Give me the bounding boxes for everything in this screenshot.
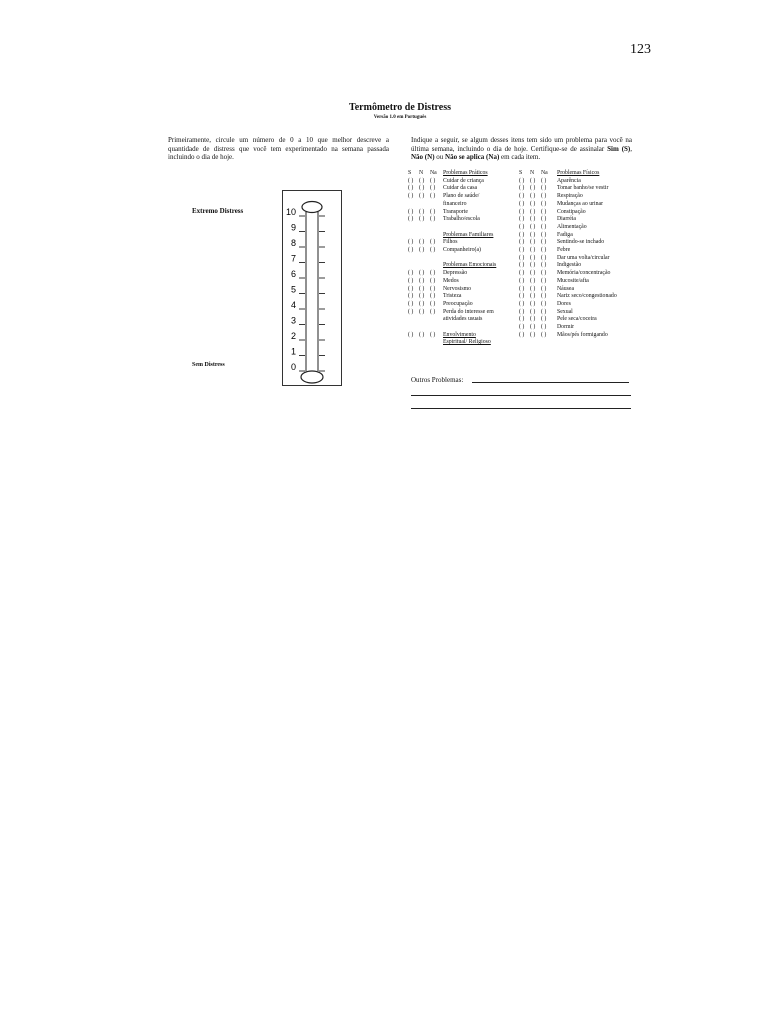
checkbox-na[interactable]: ( ): [541, 177, 547, 184]
right-item-checkboxes: [519, 232, 553, 238]
checkbox-n[interactable]: ( ): [419, 331, 425, 338]
checkbox-n[interactable]: ( ): [419, 285, 425, 292]
checkbox-n[interactable]: ( ): [419, 185, 425, 192]
left-item-checkboxes: [408, 309, 442, 315]
checkbox-s[interactable]: ( ): [408, 239, 414, 246]
problem-item-label: Trabalho/escola: [443, 216, 480, 223]
checkbox-s[interactable]: ( ): [408, 177, 414, 184]
checkbox-na[interactable]: ( ): [430, 270, 436, 277]
column-header-n: N: [419, 170, 424, 176]
checkbox-n[interactable]: ( ): [530, 208, 536, 215]
scale-number-0[interactable]: 0: [291, 362, 297, 372]
checkbox-n[interactable]: ( ): [530, 247, 536, 253]
page-subtitle: Versão 1.0 em Português: [373, 115, 427, 120]
checkbox-s[interactable]: ( ): [519, 200, 525, 207]
checkbox-na[interactable]: ( ): [541, 231, 547, 238]
checkbox-n[interactable]: ( ): [530, 216, 536, 223]
page-title: Termômetro de Distress: [348, 102, 452, 113]
left-item-checkboxes: [408, 209, 442, 215]
problem-item-label: Perda do interesse em: [443, 308, 494, 315]
right-item-checkboxes: [519, 239, 553, 245]
separator: ,: [630, 144, 632, 153]
problem-item-label: Nariz seco/congestionado: [557, 293, 617, 300]
scale-number-6[interactable]: 6: [291, 269, 297, 279]
column-header-na: Na: [430, 170, 437, 176]
thermometer-bottom-bulb: [301, 371, 323, 383]
checkbox-n[interactable]: ( ): [530, 331, 536, 338]
right-item-checkboxes: [519, 270, 553, 276]
problem-item-label: Sentindo-se inchado: [557, 239, 605, 246]
checkbox-na[interactable]: ( ): [430, 185, 436, 192]
problem-item-label: Transporte: [443, 208, 468, 215]
checkbox-n[interactable]: ( ): [530, 185, 536, 192]
right-item-checkboxes: [519, 286, 553, 292]
right-item-checkboxes: [519, 301, 553, 307]
checkbox-s[interactable]: ( ): [408, 300, 414, 307]
left-item-checkboxes: [408, 247, 442, 253]
checkbox-n[interactable]: ( ): [530, 324, 536, 330]
checkbox-na[interactable]: ( ): [430, 239, 436, 246]
left-column-headers: [408, 170, 442, 176]
option-sim: Sim (S): [607, 144, 631, 153]
problem-item-label: Mudanças ao urinar: [557, 200, 604, 207]
checkbox-n[interactable]: ( ): [419, 247, 425, 253]
problem-item-label: financeiro: [443, 200, 467, 207]
checkbox-na[interactable]: ( ): [541, 277, 547, 284]
column-header-n: N: [530, 170, 535, 176]
checkbox-na[interactable]: ( ): [430, 277, 436, 284]
checkbox-n[interactable]: ( ): [530, 193, 536, 200]
checkbox-n[interactable]: ( ): [530, 285, 536, 292]
right-item-checkboxes: [519, 247, 553, 253]
instruction-text: em cada item.: [499, 153, 541, 162]
other-problems-line-1[interactable]: [472, 382, 629, 383]
checkbox-s[interactable]: ( ): [519, 262, 525, 269]
checkbox-s[interactable]: ( ): [519, 285, 525, 292]
checkbox-na[interactable]: ( ): [541, 193, 547, 200]
scale-number-10[interactable]: 10: [286, 207, 297, 217]
checkbox-s[interactable]: ( ): [408, 208, 414, 215]
section-heading: Problemas Familiares: [443, 231, 494, 238]
checkbox-na[interactable]: ( ): [430, 308, 436, 315]
checkbox-n[interactable]: ( ): [530, 231, 536, 238]
left-item-checkboxes: [408, 193, 442, 199]
checkbox-s[interactable]: ( ): [519, 270, 525, 277]
checkbox-na[interactable]: ( ): [541, 262, 547, 269]
checkbox-s[interactable]: ( ): [408, 193, 414, 200]
checkbox-s[interactable]: ( ): [519, 208, 525, 215]
checkbox-n[interactable]: ( ): [530, 270, 536, 277]
checkbox-na[interactable]: ( ): [541, 200, 547, 207]
checkbox-n[interactable]: ( ): [530, 300, 536, 307]
checkbox-s[interactable]: ( ): [519, 223, 525, 230]
checkbox-na[interactable]: ( ): [430, 193, 436, 200]
checkbox-n[interactable]: ( ): [419, 177, 425, 184]
problem-item-label: Medos: [443, 277, 459, 284]
left-item-checkboxes: [408, 301, 442, 307]
checkbox-n[interactable]: ( ): [419, 277, 425, 284]
checkbox-n[interactable]: ( ): [530, 316, 536, 323]
section-heading: Envolvimento: [443, 331, 476, 338]
problem-item-label: Febre: [557, 247, 571, 253]
scale-number-1[interactable]: 1: [291, 346, 297, 357]
checkbox-s[interactable]: ( ): [519, 177, 525, 184]
checkbox-s[interactable]: ( ): [519, 324, 525, 330]
scale-number-7[interactable]: 7: [291, 253, 297, 264]
right-column-headers: [519, 170, 553, 176]
option-nao-se-aplica: Não se aplica (Na): [445, 153, 500, 162]
left-item-checkboxes: [408, 185, 442, 191]
checkbox-na[interactable]: ( ): [541, 239, 547, 246]
problem-item-label: Memória/concentração: [557, 270, 611, 277]
instruction-text: Indique a seguir, se algum desses itens tem sido um problema para você na última semana, incluindo o dia de hoje. Certifique-se de assinalar: [411, 136, 632, 153]
checkbox-s[interactable]: ( ): [408, 247, 414, 253]
scale-number-3[interactable]: 3: [291, 315, 297, 326]
checkbox-na[interactable]: ( ): [430, 300, 436, 307]
checkbox-na[interactable]: ( ): [541, 208, 547, 215]
left-item-checkboxes: [408, 332, 442, 338]
checkbox-s[interactable]: ( ): [408, 216, 414, 223]
checkbox-na[interactable]: ( ): [541, 324, 547, 330]
distress-thermometer: [282, 190, 342, 386]
problem-item-label: Aparência: [557, 177, 581, 184]
problem-item-label: Diarréia: [557, 216, 576, 223]
checkbox-s[interactable]: ( ): [519, 247, 525, 253]
left-item-checkboxes: [408, 293, 442, 299]
right-item-checkboxes: [519, 224, 553, 230]
right-instructions: [411, 136, 632, 162]
checkbox-n[interactable]: ( ): [530, 293, 536, 300]
checkbox-na[interactable]: ( ): [430, 285, 436, 292]
checkbox-n[interactable]: ( ): [530, 223, 536, 230]
scale-number-8[interactable]: 8: [291, 238, 297, 248]
left-item-checkboxes: [408, 239, 442, 245]
right-item-checkboxes: [519, 185, 553, 191]
left-item-checkboxes: [408, 216, 442, 222]
checkbox-na[interactable]: ( ): [541, 316, 547, 323]
checkbox-s[interactable]: ( ): [519, 254, 525, 261]
checkbox-na[interactable]: ( ): [430, 331, 436, 338]
checkbox-s[interactable]: ( ): [519, 239, 525, 246]
checkbox-s[interactable]: ( ): [408, 277, 414, 284]
checkbox-na[interactable]: ( ): [541, 293, 547, 300]
checkbox-s[interactable]: ( ): [519, 231, 525, 238]
checkbox-s[interactable]: ( ): [519, 300, 525, 307]
checkbox-na[interactable]: ( ): [541, 300, 547, 307]
problem-item-label: atividades usuais: [443, 316, 483, 323]
checkbox-s[interactable]: ( ): [519, 293, 525, 300]
right-item-checkboxes: [519, 201, 553, 207]
problem-item-label: Pele seca/coceira: [557, 316, 597, 323]
problem-item-label: Cuidar de criança: [443, 177, 484, 184]
checkbox-na[interactable]: ( ): [430, 247, 436, 253]
checkbox-n[interactable]: ( ): [530, 177, 536, 184]
checkbox-n[interactable]: ( ): [419, 193, 425, 200]
problem-item-label: Constipação: [557, 208, 586, 215]
extreme-distress-label: Extremo Distress: [192, 207, 244, 215]
right-item-checkboxes: [519, 332, 553, 338]
checkbox-n[interactable]: ( ): [419, 300, 425, 307]
scale-number-4[interactable]: 4: [291, 300, 297, 310]
scale-number-2[interactable]: 2: [291, 331, 297, 341]
problem-item-label: Respiração: [557, 193, 583, 200]
other-problems-line-2[interactable]: [411, 395, 631, 396]
checkbox-na[interactable]: ( ): [541, 216, 547, 223]
problem-item-label: Alimentação: [557, 223, 587, 230]
checkbox-na[interactable]: ( ): [430, 216, 436, 223]
checkbox-s[interactable]: ( ): [408, 331, 414, 338]
left-item-checkboxes: [408, 178, 442, 184]
checkbox-s[interactable]: ( ): [408, 270, 414, 277]
checkbox-s[interactable]: ( ): [519, 308, 525, 315]
problem-item-label: Filhos: [443, 239, 458, 246]
left-instructions: Primeiramente, circule um número de 0 a 10 que melhor descreve a quantidade de distress que você tem experimentado na semana passada incluindo o dia de hoje.: [168, 136, 389, 162]
checkbox-n[interactable]: ( ): [530, 308, 536, 315]
checkbox-s[interactable]: ( ): [519, 277, 525, 284]
checkbox-n[interactable]: ( ): [530, 277, 536, 284]
checkbox-n[interactable]: ( ): [419, 270, 425, 277]
thermometer-top-bulb: [302, 202, 322, 213]
left-item-checkboxes: [408, 270, 442, 276]
other-problems-line-3[interactable]: [411, 408, 631, 409]
problem-item-label: Dormir: [557, 324, 575, 330]
checkbox-n[interactable]: ( ): [530, 239, 536, 246]
checkbox-na[interactable]: ( ): [430, 208, 436, 215]
checkbox-na[interactable]: ( ): [541, 331, 547, 338]
problem-item-label: Cuidar da casa: [443, 185, 478, 192]
problem-item-label: Mãos/pés formigando: [557, 331, 608, 338]
section-heading: Problemas Práticos: [443, 170, 488, 176]
section-heading: Problemas Emocionais: [443, 262, 497, 269]
option-nao: Não (N): [411, 153, 435, 162]
checkbox-na[interactable]: ( ): [541, 185, 547, 192]
separator: ou: [434, 153, 446, 162]
checkbox-s[interactable]: ( ): [408, 285, 414, 292]
right-item-checkboxes: [519, 178, 553, 184]
problem-item-label: Tristeza: [443, 293, 462, 300]
checkbox-n[interactable]: ( ): [419, 239, 425, 246]
column-header-s: S: [519, 170, 523, 176]
right-item-checkboxes: [519, 316, 553, 322]
problem-item-label: Indigestão: [557, 262, 582, 269]
checkbox-s[interactable]: ( ): [519, 331, 525, 338]
checkbox-n[interactable]: ( ): [530, 262, 536, 269]
right-item-checkboxes: [519, 309, 553, 315]
problem-item-label: Nervosismo: [443, 285, 472, 292]
problem-item-label: Sexual: [557, 308, 573, 315]
right-item-checkboxes: [519, 278, 553, 284]
right-item-checkboxes: [519, 209, 553, 215]
checkbox-na[interactable]: ( ): [541, 247, 547, 253]
problem-item-label: Depressão: [443, 270, 468, 277]
checkbox-s[interactable]: ( ): [519, 216, 525, 223]
problem-item-label: Dar uma volta/circular: [557, 254, 610, 261]
section-heading: Espiritual/ Religioso: [443, 339, 491, 346]
checkbox-s[interactable]: ( ): [519, 185, 525, 192]
left-item-checkboxes: [408, 286, 442, 292]
checkbox-n[interactable]: ( ): [419, 293, 425, 300]
section-heading: Problemas Físicos: [557, 170, 600, 176]
checkbox-n[interactable]: ( ): [530, 200, 536, 207]
problem-item-label: Náusea: [557, 285, 575, 292]
problem-item-label: Companheiro(a): [443, 247, 481, 253]
checkbox-s[interactable]: ( ): [408, 293, 414, 300]
column-header-s: S: [408, 170, 412, 176]
checkbox-s[interactable]: ( ): [408, 308, 414, 315]
no-distress-label: Sem Distress: [192, 362, 225, 368]
right-item-checkboxes: [519, 255, 553, 261]
checkbox-n[interactable]: ( ): [419, 308, 425, 315]
problem-item-label: Tomar banho/se vestir: [557, 185, 609, 192]
checkbox-na[interactable]: ( ): [541, 285, 547, 292]
problem-item-label: Dores: [557, 300, 571, 307]
checkbox-na[interactable]: ( ): [541, 254, 547, 261]
checkbox-na[interactable]: ( ): [430, 293, 436, 300]
left-item-checkboxes: [408, 278, 442, 284]
column-header-na: Na: [541, 170, 548, 176]
checkbox-na[interactable]: ( ): [541, 223, 547, 230]
problem-item-label: Fadiga: [557, 231, 573, 238]
right-item-checkboxes: [519, 262, 553, 268]
checkbox-s[interactable]: ( ): [519, 316, 525, 323]
other-problems-label: Outros Problemas:: [411, 376, 464, 384]
problem-item-label: Plano de saúde/: [443, 193, 480, 200]
scale-number-5[interactable]: 5: [291, 284, 297, 295]
checkbox-na[interactable]: ( ): [430, 177, 436, 184]
right-item-checkboxes: [519, 216, 553, 222]
checkbox-na[interactable]: ( ): [541, 270, 547, 277]
right-item-checkboxes: [519, 193, 553, 199]
checkbox-n[interactable]: ( ): [419, 216, 425, 223]
right-item-checkboxes: [519, 324, 553, 330]
scale-number-9[interactable]: 9: [291, 222, 297, 233]
problem-item-label: Mucosite/afta: [557, 277, 589, 284]
problem-item-label: Preocupação: [443, 300, 473, 307]
right-item-checkboxes: [519, 293, 553, 299]
page-number: 123: [630, 42, 651, 57]
checkbox-s[interactable]: ( ): [519, 193, 525, 200]
checkbox-s[interactable]: ( ): [408, 185, 414, 192]
checkbox-n[interactable]: ( ): [419, 208, 425, 215]
checkbox-na[interactable]: ( ): [541, 308, 547, 315]
checkbox-n[interactable]: ( ): [530, 254, 536, 261]
